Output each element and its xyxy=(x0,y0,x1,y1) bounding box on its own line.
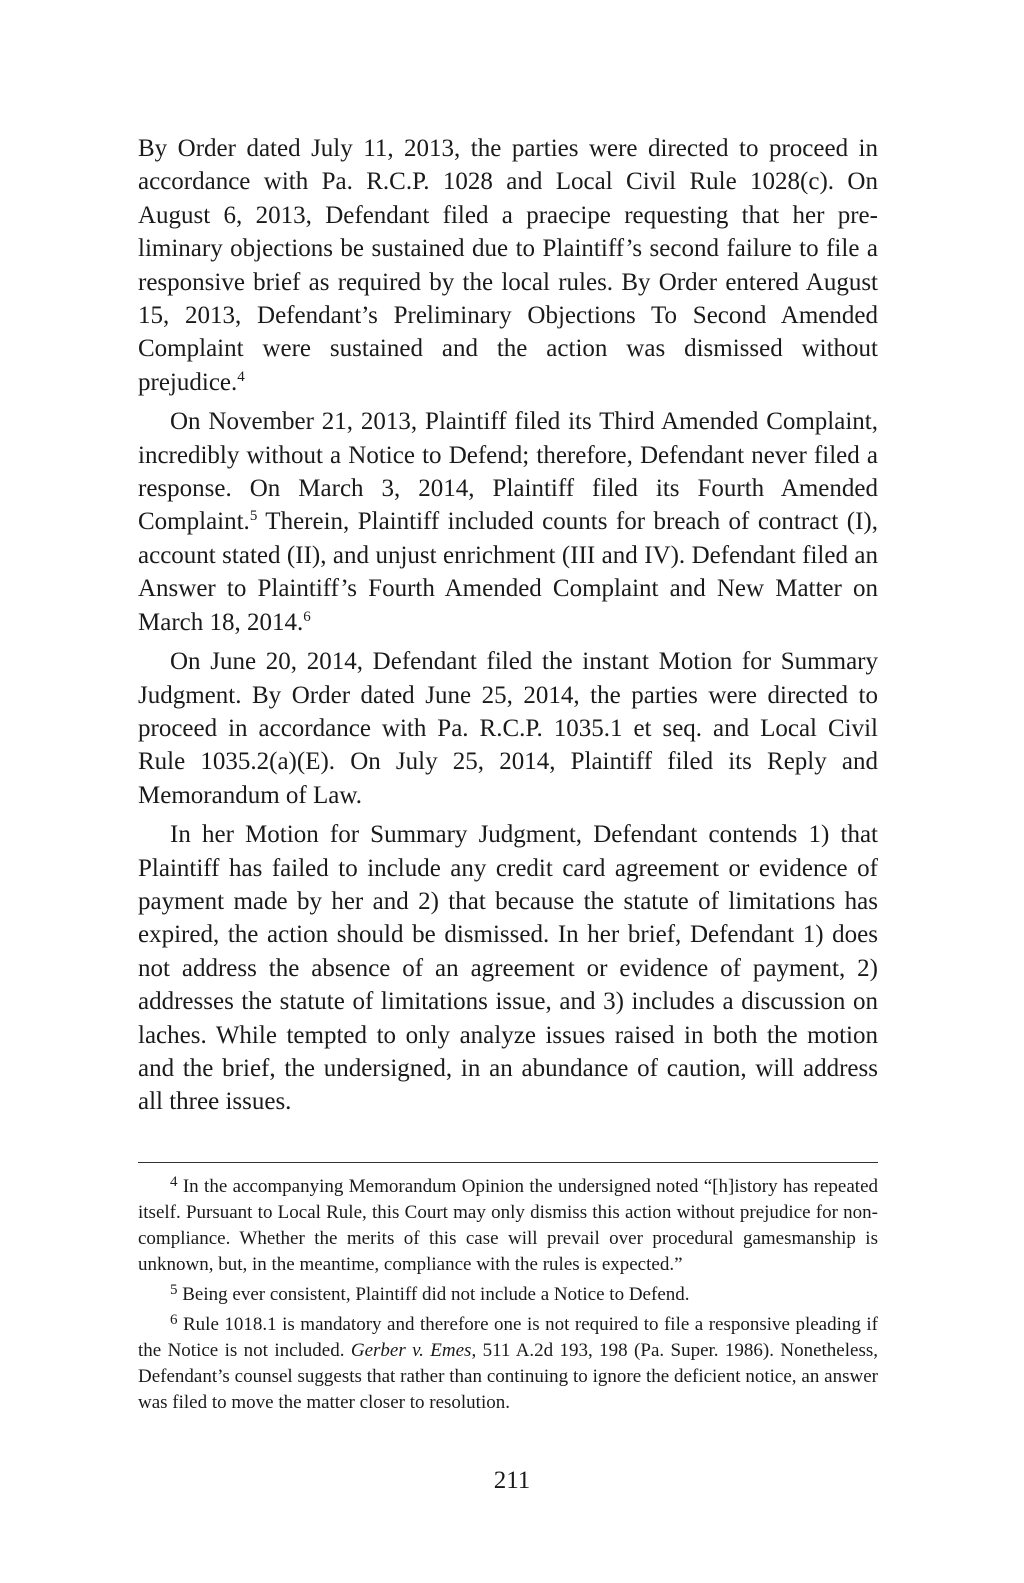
paragraph-3 xyxy=(138,645,878,812)
footnote-6-text-a: Rule 1018.1 is mandatory and therefore one is not required to file a responsive pleading if the Notice is not included. xyxy=(138,1314,878,1361)
footnote-5 xyxy=(138,1282,878,1308)
paragraph-1-text: By Order dated July 11, 2013, the parties were directed to proceed in accordance with Pa. R.C.P. 1028 and Local Civil Rule 1028(c). On August 6, 2013, Defendant filed a praecipe requesting that her preliminary objections be sustained due to Plaintiff’s second failure to file a responsive brief as required by the local rules. By Order entered August 15, 2013, Defendant’s Preliminary Objections To Second Amended Complaint were sustained and the action was dismissed without prejudice. xyxy=(138,135,878,396)
footnote-6-text-b: , 511 A.2d 193, 198 (Pa. Super. 1986). Nonetheless, Defendant’s counsel suggests that rather than continuing to ignore the deficient notice, an answer was filed to move the matter closer to resolution. xyxy=(138,1340,878,1413)
footnote-ref-6[interactable]: 6 xyxy=(303,608,311,625)
paragraph-4 xyxy=(138,818,878,1119)
footnote-5-text: Being ever consistent, Plaintiff did not include a Notice to Defend. xyxy=(177,1284,690,1305)
body-text xyxy=(138,132,878,1119)
footnote-6 xyxy=(138,1312,878,1416)
footnote-divider xyxy=(138,1162,878,1163)
footnote-number-6: 6 xyxy=(170,1312,178,1328)
paragraph-2 xyxy=(138,405,878,639)
page-body xyxy=(138,132,878,1125)
case-citation: Gerber v. Emes xyxy=(350,1340,472,1361)
paragraph-1 xyxy=(138,132,878,399)
footnotes xyxy=(138,1174,878,1420)
footnote-number-5: 5 xyxy=(170,1282,178,1298)
footnote-4 xyxy=(138,1174,878,1278)
footnote-ref-5[interactable]: 5 xyxy=(249,508,258,525)
footnote-4-text: In the accompanying Memorandum Opinion the undersigned noted “[h]istory has repeated itself. Pursuant to Local Rule, this Court may only dismiss this action without prejudice for non-compliance. Whether the merits of this case will prevail over procedural gamesmanship is unknown, but, in the meantime, compliance with the rules is expected.” xyxy=(138,1176,878,1275)
paragraph-3-text: On June 20, 2014, Defendant filed the instant Motion for Summary Judgment. By Order dated June 25, 2014, the parties were directed to proceed in accordance with Pa. R.C.P. 1035.1 et seq. and Local Civil Rule 1035.2(a)(E). On July 25, 2014, Plaintiff filed its Reply and Memorandum of Law. xyxy=(138,648,878,809)
paragraph-2-text-b: Therein, Plaintiff included counts for breach of contract (I), account stated (II), and unjust enrichment (III and IV). Defendant filed an Answer to Plaintiff’s Fourth Amended Complaint and New Matter on March 18, 2014. xyxy=(138,508,878,636)
paragraph-2-text-a: On November 21, 2013, Plaintiff filed its Third Amended Complaint, incredibly without a Notice to Defend; therefore, Defendant never filed a response. On March 3, 2014, Plaintiff filed its Fourth Amended Complaint. xyxy=(138,408,878,536)
page-number: 211 xyxy=(493,1467,531,1494)
footnote-ref-4[interactable]: 4 xyxy=(237,368,245,385)
paragraph-4-text: In her Motion for Summary Judgment, Defendant contends 1) that Plaintiff has failed to include any credit card agreement or evidence of payment made by her and 2) that because the statute of limitations has expired, the action should be dismissed. In her brief, Defendant 1) does not address the absence of an agreement or evidence of payment, 2) addresses the statute of limitations issue, and 3) includes a discussion on laches. While tempted to only analyze issues raised in both the motion and the brief, the undersigned, in an abundance of caution, will address all three issues. xyxy=(138,821,878,1116)
footnote-number-4: 4 xyxy=(170,1174,178,1190)
